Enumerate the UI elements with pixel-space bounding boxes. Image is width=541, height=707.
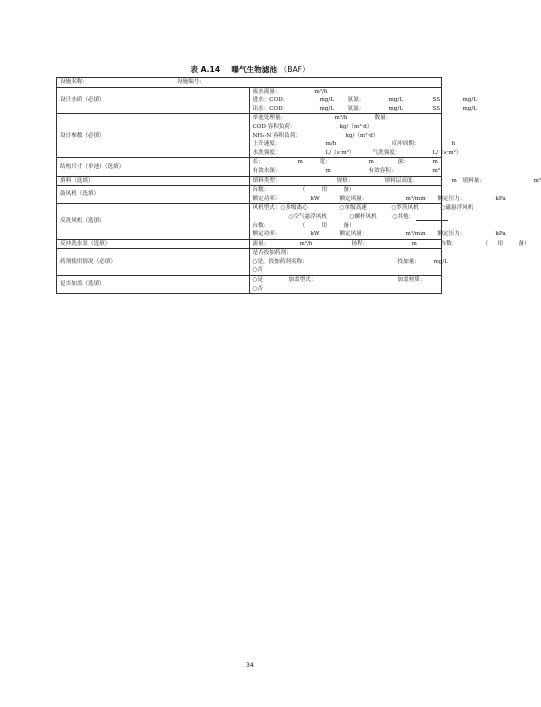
pump-duty-label: 用 [497, 240, 504, 247]
design-water-quality-row [57, 87, 442, 114]
nh3-load-unit: kg/（m³·d） [345, 132, 379, 139]
outlet-ss-label: SS： [432, 105, 446, 112]
outlet-nh3-label: 氨氮： [347, 105, 365, 112]
pump-flow-label: 流量： [252, 240, 270, 247]
backwash-pressure-label: 额定压力： [437, 231, 466, 238]
media-type-label: 填料类型： [252, 177, 281, 184]
table-title-main: 曝气生物滤池 [231, 65, 277, 74]
backwash-pump-row [57, 239, 442, 249]
design-water-quality-fields[interactable] [249, 87, 477, 114]
blower-type-airbearing-option[interactable]: ○空气悬浮风机 [288, 213, 327, 220]
cover-no-option[interactable]: ○否 [252, 285, 263, 292]
media-height-label: 填料层高度： [384, 177, 419, 184]
backwash-power-label: 额定功率： [252, 231, 281, 238]
depth-unit: m [432, 159, 438, 166]
outlet-cod-label: 出水：COD： [252, 105, 289, 112]
inlet-cod-unit: mg/L [319, 97, 334, 104]
rise-velocity-unit: m/h [325, 141, 337, 148]
backwash-pump-fields[interactable] [249, 239, 530, 249]
backwash-blower-fields[interactable] [249, 204, 506, 239]
chemical-usage-fields[interactable] [249, 249, 448, 276]
pump-flow-unit: m³/h [299, 240, 313, 247]
filter-media-row [57, 176, 442, 186]
pump-count-open: （ [482, 240, 489, 247]
blower-power-unit: kW [310, 195, 320, 202]
cod-load-label: COD 容积负荷： [252, 123, 296, 130]
cover-type-label: 加盖型式： [288, 277, 317, 284]
dosage-unit: mg/L [433, 258, 448, 265]
air-wash-unit: L/（s·m²） [432, 149, 462, 156]
backwash-standby-label: 备） [343, 222, 355, 229]
inlet-nh3-unit: mg/L [388, 97, 403, 104]
cod-load-unit: kg/（m³·d） [339, 123, 373, 130]
blower-type-roots-option[interactable]: ○罗茨风机 [391, 205, 419, 212]
cover-material-label: 加盖材质： [397, 277, 426, 284]
backwash-cycle-unit: h [451, 141, 456, 148]
row-label: 结构尺寸（单池）（选填） [57, 158, 250, 176]
backwash-count-open: （ [299, 222, 306, 229]
inlet-ss-unit: mg/L [462, 97, 477, 104]
blower-power-label: 额定功率： [252, 195, 281, 202]
air-wash-label: 气洗强度： [372, 149, 401, 156]
backwash-power-unit: kW [310, 231, 320, 238]
chemical-usage-row [57, 249, 442, 276]
blower-standby-label: 备） [343, 187, 355, 194]
blower-count-open: （ [299, 187, 306, 194]
outlet-nh3-unit: mg/L [388, 105, 403, 112]
pump-head-label: 扬程： [351, 240, 369, 247]
effective-depth-label: 有效水深： [252, 167, 281, 174]
blower-pressure-unit: kPa [495, 195, 506, 202]
row-label: 反洗风机（选填） [57, 204, 250, 239]
quantity-label: 数量： [374, 115, 392, 122]
design-parameters-row [57, 114, 442, 158]
filter-media-fields[interactable] [249, 176, 541, 186]
flow-label: 废水流量： [252, 88, 281, 95]
backwash-duty-label: 用 [321, 222, 328, 229]
blower-airflow-unit: m³/min [405, 195, 426, 202]
row-label: 药剂使用情况（必填） [57, 249, 250, 276]
media-amount-unit: m³ [533, 177, 541, 184]
blower-type-screw-option[interactable]: ○螺杆风机 [349, 213, 377, 220]
row-label: 填料（选填） [57, 176, 250, 186]
nh3-load-label: NH₃-N 容积负荷： [252, 132, 302, 139]
blower-type-maglev-option[interactable]: ○磁悬浮风机 [440, 205, 474, 212]
effective-volume-label: 有效容积： [368, 167, 397, 174]
width-label: 宽： [319, 159, 331, 166]
media-amount-label: 填料量： [462, 177, 485, 184]
depth-label: 深： [397, 159, 409, 166]
chemical-no-option[interactable]: ○否 [252, 267, 263, 274]
table-title [0, 64, 500, 75]
inlet-nh3-label: 氨氮： [347, 97, 365, 104]
structure-dimensions-row [57, 158, 442, 176]
backwash-pressure-unit: kPa [495, 231, 506, 238]
dosage-label: 投加量： [397, 258, 420, 265]
design-parameters-fields[interactable] [249, 114, 462, 158]
inlet-ss-label: SS： [432, 97, 446, 104]
blower-type-other-option[interactable]: ○其他： [392, 213, 415, 220]
blower-fields[interactable] [249, 186, 506, 204]
backwash-airflow-unit: m³/min [405, 231, 426, 238]
table-number: 表 A.14 [190, 65, 221, 74]
outlet-ss-unit: mg/L [462, 105, 477, 112]
backwash-blower-row [57, 204, 442, 239]
blower-row [57, 186, 442, 204]
facility-row [57, 78, 442, 88]
inlet-cod-label: 进水：COD： [252, 97, 289, 104]
media-spec-label: 规格： [336, 177, 354, 184]
unit-capacity-unit: m³/h [334, 115, 348, 122]
effective-depth-unit: m [325, 167, 331, 174]
media-height-unit: m [451, 177, 457, 184]
chemical-question: 是否投加药剂： [252, 250, 292, 257]
cover-fields[interactable] [249, 276, 442, 294]
effective-volume-unit: m³ [432, 167, 441, 174]
water-wash-unit: L/（s·m²） [325, 149, 355, 156]
row-label: 鼓风机（选填） [57, 186, 250, 204]
blower-type-highspeed-option[interactable]: ○单级高速 [339, 205, 367, 212]
blower-airflow-label: 额定风量： [339, 195, 368, 202]
structure-dimensions-fields[interactable] [249, 158, 442, 176]
rise-velocity-label: 上升速度： [252, 141, 281, 148]
unit-capacity-label: 单池处理量： [252, 115, 287, 122]
length-label: 长： [252, 159, 264, 166]
page-number: 34 [246, 662, 254, 669]
backwash-airflow-label: 额定风量： [339, 231, 368, 238]
outlet-cod-unit: mg/L [319, 105, 334, 112]
backwash-cycle-label: 反冲周期： [391, 141, 420, 148]
water-wash-label: 水洗强度： [252, 149, 281, 156]
row-label: 反冲洗水泵（选填） [57, 239, 250, 249]
blower-duty-label: 用 [321, 187, 328, 194]
table-title-abbr: （BAF） [279, 65, 310, 74]
width-unit: m [368, 159, 374, 166]
blower-pressure-label: 额定压力： [437, 195, 466, 202]
cover-yes-option[interactable]: ○是 [252, 277, 263, 284]
row-label: 设计水质（必填） [57, 87, 250, 114]
row-label: 是否加盖（选填） [57, 276, 250, 294]
chemical-yes-option[interactable]: ○是，投加药剂名称： [252, 258, 308, 265]
backwash-count-label: 台数： [252, 222, 270, 229]
pump-count-label: 台数： [440, 240, 458, 247]
cover-row [57, 276, 442, 294]
row-label: 设计参数（必填） [57, 114, 250, 158]
flow-unit: m³/h [314, 88, 328, 95]
blower-type-multistage-option[interactable]: 风机型式：○多级离心 [252, 205, 308, 212]
facility-cell [57, 78, 442, 88]
facility-number-label: 设施编号： [177, 79, 205, 85]
baf-form-table [56, 77, 541, 294]
blower-count-label: 台数： [252, 187, 270, 194]
pump-head-unit: m [411, 240, 417, 247]
pump-standby-label: 备） [518, 240, 530, 247]
facility-name-label: 设施名称： [60, 79, 88, 85]
length-unit: m [297, 159, 303, 166]
